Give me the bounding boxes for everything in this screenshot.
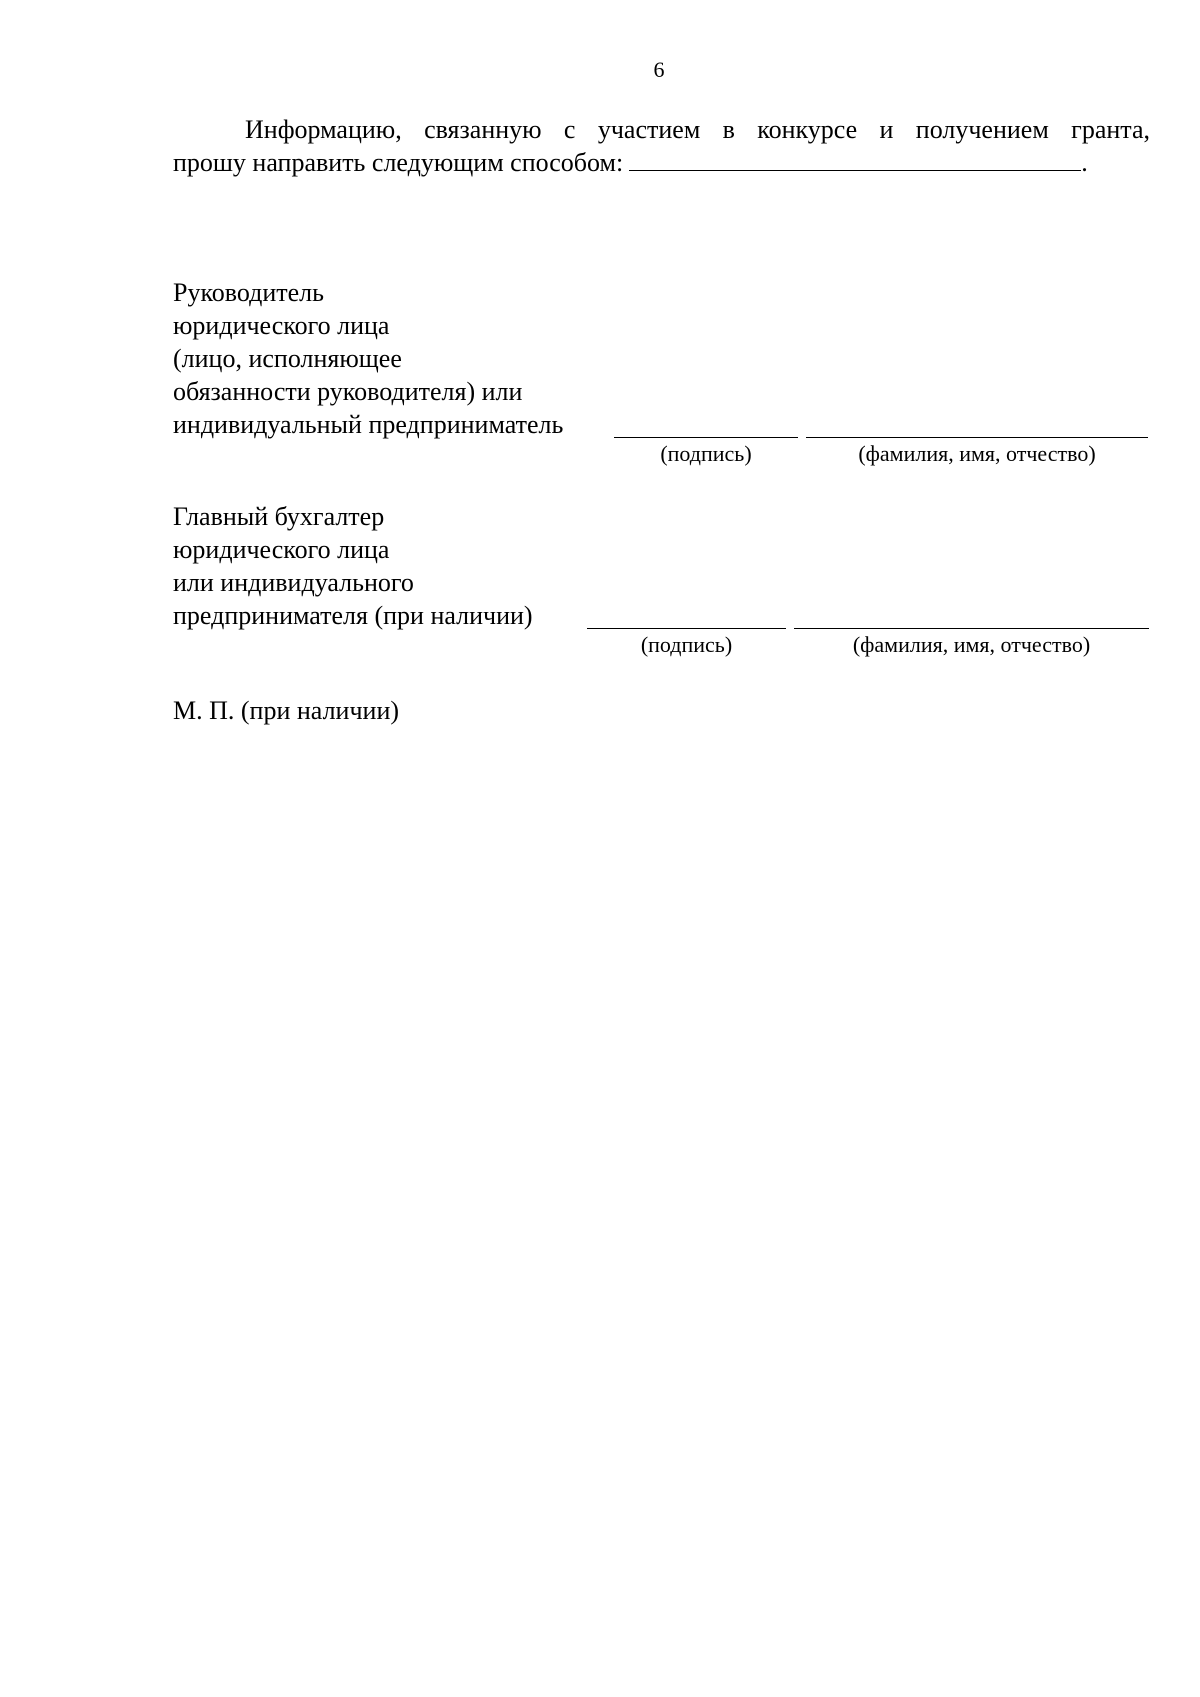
accountant-label-line: юридического лица xyxy=(173,535,390,564)
accountant-label-line: или индивидуального xyxy=(173,568,414,597)
delivery-method-blank xyxy=(629,146,1081,171)
request-line-1: Информацию, связанную с участием в конкурсе и получением гранта, xyxy=(245,115,1150,144)
request-line-2-text: прошу направить следующим способом: xyxy=(173,148,624,177)
accountant-signature-caption: (подпись) xyxy=(640,632,733,657)
head-label-line: индивидуальный предприниматель xyxy=(173,410,564,439)
accountant-name-caption: (фамилия, имя, отчество) xyxy=(852,632,1091,657)
head-name-caption: (фамилия, имя, отчество) xyxy=(858,441,1096,466)
delivery-request-paragraph xyxy=(173,113,1150,179)
accountant-signature-blank xyxy=(587,628,786,629)
accountant-label-line: предпринимателя (при наличии) xyxy=(173,601,533,630)
accountant-signature-label xyxy=(173,500,533,632)
head-signature-blank xyxy=(614,437,798,438)
head-label-line: обязанности руководителя) или xyxy=(173,377,523,406)
head-label-line: юридического лица xyxy=(173,311,390,340)
request-line-2 xyxy=(173,146,1150,179)
accountant-label-line: Главный бухгалтер xyxy=(173,502,385,531)
head-label-line: (лицо, исполняющее xyxy=(173,344,402,373)
head-signature-caption: (подпись) xyxy=(660,441,752,466)
accountant-name-blank xyxy=(794,628,1149,629)
head-name-blank xyxy=(806,437,1148,438)
request-end-mark: . xyxy=(1081,148,1088,177)
head-label-line: Руководитель xyxy=(173,278,324,307)
page-number: 6 xyxy=(653,57,665,82)
head-signature-label xyxy=(173,276,563,441)
stamp-note: М. П. (при наличии) xyxy=(173,696,400,725)
